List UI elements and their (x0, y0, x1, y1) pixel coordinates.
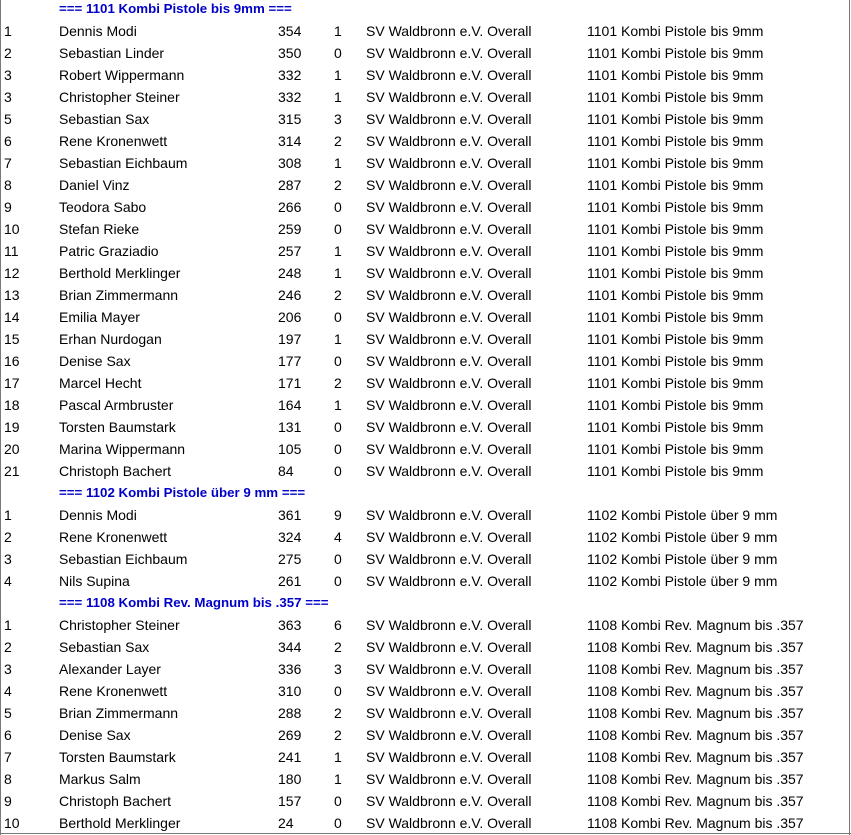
score-cell: 354 (278, 23, 302, 39)
rank-cell: 4 (4, 683, 12, 699)
tens-cell: 1 (334, 397, 342, 413)
tens-cell: 3 (334, 661, 342, 677)
table-row (0, 152, 851, 174)
table-row (0, 680, 851, 702)
tens-cell: 0 (334, 45, 342, 61)
rank-cell: 15 (4, 331, 20, 347)
name-cell: Christoph Bachert (59, 463, 172, 479)
tens-cell: 0 (334, 551, 342, 567)
name-cell: Marcel Hecht (59, 375, 142, 391)
score-cell: 332 (278, 89, 302, 105)
club-cell: SV Waldbronn e.V. Overall (366, 331, 532, 347)
table-row (0, 130, 851, 152)
rank-cell: 11 (4, 243, 19, 259)
tens-cell: 2 (334, 705, 342, 721)
name-cell: Robert Wippermann (59, 67, 185, 83)
club-cell: SV Waldbronn e.V. Overall (366, 133, 532, 149)
discipline-cell: 1101 Kombi Pistole bis 9mm (587, 221, 764, 237)
discipline-cell: 1101 Kombi Pistole bis 9mm (587, 353, 764, 369)
rank-cell: 3 (4, 551, 12, 567)
table-row (0, 768, 851, 790)
rank-cell: 13 (4, 287, 20, 303)
score-cell: 314 (278, 133, 302, 149)
name-cell: Christoph Bachert (59, 793, 172, 809)
club-cell: SV Waldbronn e.V. Overall (366, 661, 532, 677)
club-cell: SV Waldbronn e.V. Overall (366, 573, 532, 589)
rank-cell: 3 (4, 661, 12, 677)
discipline-cell: 1102 Kombi Pistole über 9 mm (587, 507, 778, 523)
rank-cell: 3 (4, 89, 12, 105)
table-row (0, 108, 851, 130)
club-cell: SV Waldbronn e.V. Overall (366, 23, 532, 39)
name-cell: Erhan Nurdogan (59, 331, 162, 347)
discipline-cell: 1108 Kombi Rev. Magnum bis .357 (587, 749, 804, 765)
table-row (0, 64, 851, 86)
club-cell: SV Waldbronn e.V. Overall (366, 111, 532, 127)
score-cell: 344 (278, 639, 302, 655)
tens-cell: 0 (334, 309, 342, 325)
name-cell: Stefan Rieke (59, 221, 140, 237)
tens-cell: 2 (334, 375, 342, 391)
score-cell: 259 (278, 221, 302, 237)
tens-cell: 0 (334, 353, 342, 369)
name-cell: Denise Sax (59, 727, 131, 743)
tens-cell: 6 (334, 617, 342, 633)
tens-cell: 0 (334, 441, 342, 457)
rank-cell: 17 (4, 375, 20, 391)
score-cell: 332 (278, 67, 302, 83)
rank-cell: 16 (4, 353, 20, 369)
club-cell: SV Waldbronn e.V. Overall (366, 89, 532, 105)
name-cell: Patric Graziadio (59, 243, 159, 259)
rank-cell: 18 (4, 397, 20, 413)
table-row (0, 20, 851, 42)
name-cell: Marina Wippermann (59, 441, 186, 457)
name-cell: Nils Supina (59, 573, 130, 589)
name-cell: Alexander Layer (59, 661, 161, 677)
discipline-cell: 1101 Kombi Pistole bis 9mm (587, 111, 764, 127)
name-cell: Christopher Steiner (59, 89, 180, 105)
club-cell: SV Waldbronn e.V. Overall (366, 815, 532, 831)
rank-cell: 7 (4, 155, 12, 171)
discipline-cell: 1101 Kombi Pistole bis 9mm (587, 243, 764, 259)
table-row (0, 350, 851, 372)
rank-cell: 14 (4, 309, 20, 325)
club-cell: SV Waldbronn e.V. Overall (366, 309, 532, 325)
club-cell: SV Waldbronn e.V. Overall (366, 705, 532, 721)
table-row (0, 570, 851, 592)
rank-cell: 21 (4, 463, 20, 479)
club-cell: SV Waldbronn e.V. Overall (366, 419, 532, 435)
table-row (0, 812, 851, 834)
tens-cell: 2 (334, 133, 342, 149)
score-cell: 157 (278, 793, 302, 809)
club-cell: SV Waldbronn e.V. Overall (366, 375, 532, 391)
club-cell: SV Waldbronn e.V. Overall (366, 749, 532, 765)
score-cell: 180 (278, 771, 302, 787)
section-title: === 1101 Kombi Pistole bis 9mm === (59, 1, 292, 16)
table-row (0, 328, 851, 350)
score-cell: 105 (278, 441, 302, 457)
table-row (0, 174, 851, 196)
rank-cell: 9 (4, 793, 12, 809)
club-cell: SV Waldbronn e.V. Overall (366, 551, 532, 567)
table-row (0, 548, 851, 570)
club-cell: SV Waldbronn e.V. Overall (366, 507, 532, 523)
score-cell: 248 (278, 265, 302, 281)
rank-cell: 2 (4, 529, 12, 545)
section-header (0, 592, 851, 614)
tens-cell: 2 (334, 727, 342, 743)
rank-cell: 1 (4, 617, 12, 633)
discipline-cell: 1108 Kombi Rev. Magnum bis .357 (587, 683, 804, 699)
name-cell: Christopher Steiner (59, 617, 180, 633)
club-cell: SV Waldbronn e.V. Overall (366, 771, 532, 787)
rank-cell: 19 (4, 419, 20, 435)
club-cell: SV Waldbronn e.V. Overall (366, 155, 532, 171)
score-cell: 361 (278, 507, 302, 523)
club-cell: SV Waldbronn e.V. Overall (366, 463, 532, 479)
score-cell: 177 (278, 353, 302, 369)
name-cell: Rene Kronenwett (59, 683, 168, 699)
table-row (0, 702, 851, 724)
discipline-cell: 1101 Kombi Pistole bis 9mm (587, 375, 764, 391)
discipline-cell: 1101 Kombi Pistole bis 9mm (587, 287, 764, 303)
table-row (0, 504, 851, 526)
club-cell: SV Waldbronn e.V. Overall (366, 617, 532, 633)
score-cell: 350 (278, 45, 302, 61)
tens-cell: 1 (334, 23, 342, 39)
club-cell: SV Waldbronn e.V. Overall (366, 727, 532, 743)
name-cell: Emilia Mayer (59, 309, 140, 325)
discipline-cell: 1108 Kombi Rev. Magnum bis .357 (587, 815, 804, 831)
table-row (0, 86, 851, 108)
score-cell: 269 (278, 727, 302, 743)
rank-cell: 5 (4, 111, 12, 127)
table-row (0, 724, 851, 746)
name-cell: Sebastian Linder (59, 45, 165, 61)
score-cell: 171 (278, 375, 302, 391)
tens-cell: 0 (334, 221, 342, 237)
rank-cell: 6 (4, 727, 12, 743)
rank-cell: 9 (4, 199, 12, 215)
discipline-cell: 1101 Kombi Pistole bis 9mm (587, 463, 764, 479)
name-cell: Dennis Modi (59, 507, 137, 523)
table-row (0, 636, 851, 658)
club-cell: SV Waldbronn e.V. Overall (366, 243, 532, 259)
name-cell: Sebastian Eichbaum (59, 551, 188, 567)
discipline-cell: 1108 Kombi Rev. Magnum bis .357 (587, 727, 804, 743)
discipline-cell: 1102 Kombi Pistole über 9 mm (587, 551, 778, 567)
table-row (0, 42, 851, 64)
discipline-cell: 1101 Kombi Pistole bis 9mm (587, 177, 764, 193)
score-cell: 266 (278, 199, 302, 215)
name-cell: Berthold Merklinger (59, 265, 181, 281)
discipline-cell: 1101 Kombi Pistole bis 9mm (587, 397, 764, 413)
tens-cell: 3 (334, 111, 342, 127)
club-cell: SV Waldbronn e.V. Overall (366, 287, 532, 303)
rank-cell: 8 (4, 771, 12, 787)
discipline-cell: 1101 Kombi Pistole bis 9mm (587, 45, 764, 61)
section-header (0, 482, 851, 504)
table-row (0, 240, 851, 262)
rank-cell: 5 (4, 705, 12, 721)
table-row (0, 460, 851, 482)
tens-cell: 9 (334, 507, 342, 523)
score-cell: 246 (278, 287, 302, 303)
table-row (0, 658, 851, 680)
rank-cell: 4 (4, 573, 12, 589)
discipline-cell: 1108 Kombi Rev. Magnum bis .357 (587, 617, 804, 633)
score-cell: 241 (278, 749, 302, 765)
club-cell: SV Waldbronn e.V. Overall (366, 441, 532, 457)
bottom-border (0, 833, 851, 834)
discipline-cell: 1101 Kombi Pistole bis 9mm (587, 331, 764, 347)
discipline-cell: 1108 Kombi Rev. Magnum bis .357 (587, 793, 804, 809)
club-cell: SV Waldbronn e.V. Overall (366, 793, 532, 809)
name-cell: Torsten Baumstark (59, 749, 176, 765)
discipline-cell: 1102 Kombi Pistole über 9 mm (587, 529, 778, 545)
club-cell: SV Waldbronn e.V. Overall (366, 353, 532, 369)
score-cell: 257 (278, 243, 302, 259)
table-row (0, 284, 851, 306)
table-row (0, 416, 851, 438)
score-cell: 336 (278, 661, 302, 677)
score-cell: 308 (278, 155, 302, 171)
tens-cell: 2 (334, 639, 342, 655)
name-cell: Brian Zimmermann (59, 287, 179, 303)
section-header (0, 0, 851, 20)
score-cell: 363 (278, 617, 302, 633)
rank-cell: 10 (4, 815, 20, 831)
score-cell: 84 (278, 463, 294, 479)
discipline-cell: 1101 Kombi Pistole bis 9mm (587, 89, 764, 105)
score-cell: 197 (278, 331, 302, 347)
tens-cell: 0 (334, 815, 342, 831)
discipline-cell: 1102 Kombi Pistole über 9 mm (587, 573, 778, 589)
rank-cell: 7 (4, 749, 12, 765)
name-cell: Sebastian Sax (59, 639, 150, 655)
tens-cell: 0 (334, 419, 342, 435)
rank-cell: 8 (4, 177, 12, 193)
tens-cell: 1 (334, 155, 342, 171)
club-cell: SV Waldbronn e.V. Overall (366, 177, 532, 193)
tens-cell: 1 (334, 265, 342, 281)
club-cell: SV Waldbronn e.V. Overall (366, 67, 532, 83)
section-title: === 1108 Kombi Rev. Magnum bis .357 === (59, 595, 329, 610)
tens-cell: 1 (334, 331, 342, 347)
table-row (0, 196, 851, 218)
name-cell: Sebastian Sax (59, 111, 150, 127)
discipline-cell: 1101 Kombi Pistole bis 9mm (587, 441, 764, 457)
club-cell: SV Waldbronn e.V. Overall (366, 397, 532, 413)
club-cell: SV Waldbronn e.V. Overall (366, 265, 532, 281)
rank-cell: 12 (4, 265, 20, 281)
rank-cell: 20 (4, 441, 20, 457)
club-cell: SV Waldbronn e.V. Overall (366, 529, 532, 545)
discipline-cell: 1108 Kombi Rev. Magnum bis .357 (587, 661, 804, 677)
name-cell: Rene Kronenwett (59, 133, 168, 149)
score-cell: 324 (278, 529, 302, 545)
discipline-cell: 1101 Kombi Pistole bis 9mm (587, 67, 764, 83)
club-cell: SV Waldbronn e.V. Overall (366, 683, 532, 699)
discipline-cell: 1108 Kombi Rev. Magnum bis .357 (587, 639, 804, 655)
rank-cell: 3 (4, 67, 12, 83)
tens-cell: 0 (334, 683, 342, 699)
section-title: === 1102 Kombi Pistole über 9 mm === (59, 485, 306, 500)
score-cell: 315 (278, 111, 302, 127)
name-cell: Teodora Sabo (59, 199, 147, 215)
score-cell: 131 (278, 419, 302, 435)
table-row (0, 394, 851, 416)
tens-cell: 1 (334, 89, 342, 105)
discipline-cell: 1101 Kombi Pistole bis 9mm (587, 419, 764, 435)
table-row (0, 438, 851, 460)
table-row (0, 746, 851, 768)
club-cell: SV Waldbronn e.V. Overall (366, 45, 532, 61)
name-cell: Rene Kronenwett (59, 529, 168, 545)
score-cell: 206 (278, 309, 302, 325)
score-cell: 287 (278, 177, 302, 193)
score-cell: 310 (278, 683, 302, 699)
name-cell: Berthold Merklinger (59, 815, 181, 831)
discipline-cell: 1108 Kombi Rev. Magnum bis .357 (587, 705, 804, 721)
discipline-cell: 1101 Kombi Pistole bis 9mm (587, 265, 764, 281)
tens-cell: 1 (334, 67, 342, 83)
club-cell: SV Waldbronn e.V. Overall (366, 221, 532, 237)
discipline-cell: 1101 Kombi Pistole bis 9mm (587, 309, 764, 325)
discipline-cell: 1101 Kombi Pistole bis 9mm (587, 133, 764, 149)
table-row (0, 218, 851, 240)
tens-cell: 0 (334, 793, 342, 809)
tens-cell: 4 (334, 529, 342, 545)
tens-cell: 1 (334, 243, 342, 259)
tens-cell: 0 (334, 573, 342, 589)
club-cell: SV Waldbronn e.V. Overall (366, 639, 532, 655)
rank-cell: 1 (4, 507, 12, 523)
tens-cell: 0 (334, 463, 342, 479)
score-cell: 261 (278, 573, 302, 589)
score-cell: 24 (278, 815, 294, 831)
name-cell: Daniel Vinz (59, 177, 130, 193)
score-cell: 275 (278, 551, 302, 567)
table-row (0, 262, 851, 284)
club-cell: SV Waldbronn e.V. Overall (366, 199, 532, 215)
tens-cell: 1 (334, 771, 342, 787)
table-row (0, 614, 851, 636)
discipline-cell: 1101 Kombi Pistole bis 9mm (587, 199, 764, 215)
name-cell: Pascal Armbruster (59, 397, 174, 413)
rank-cell: 1 (4, 23, 12, 39)
discipline-cell: 1108 Kombi Rev. Magnum bis .357 (587, 771, 804, 787)
tens-cell: 1 (334, 749, 342, 765)
name-cell: Denise Sax (59, 353, 131, 369)
rank-cell: 2 (4, 639, 12, 655)
tens-cell: 2 (334, 177, 342, 193)
name-cell: Markus Salm (59, 771, 141, 787)
name-cell: Dennis Modi (59, 23, 137, 39)
rank-cell: 2 (4, 45, 12, 61)
tens-cell: 2 (334, 287, 342, 303)
score-cell: 164 (278, 397, 302, 413)
table-row (0, 372, 851, 394)
tens-cell: 0 (334, 199, 342, 215)
rank-cell: 6 (4, 133, 12, 149)
rank-cell: 10 (4, 221, 20, 237)
table-row (0, 526, 851, 548)
score-cell: 288 (278, 705, 302, 721)
name-cell: Sebastian Eichbaum (59, 155, 188, 171)
discipline-cell: 1101 Kombi Pistole bis 9mm (587, 23, 764, 39)
name-cell: Torsten Baumstark (59, 419, 176, 435)
name-cell: Brian Zimmermann (59, 705, 179, 721)
discipline-cell: 1101 Kombi Pistole bis 9mm (587, 155, 764, 171)
table-row (0, 306, 851, 328)
table-row (0, 790, 851, 812)
